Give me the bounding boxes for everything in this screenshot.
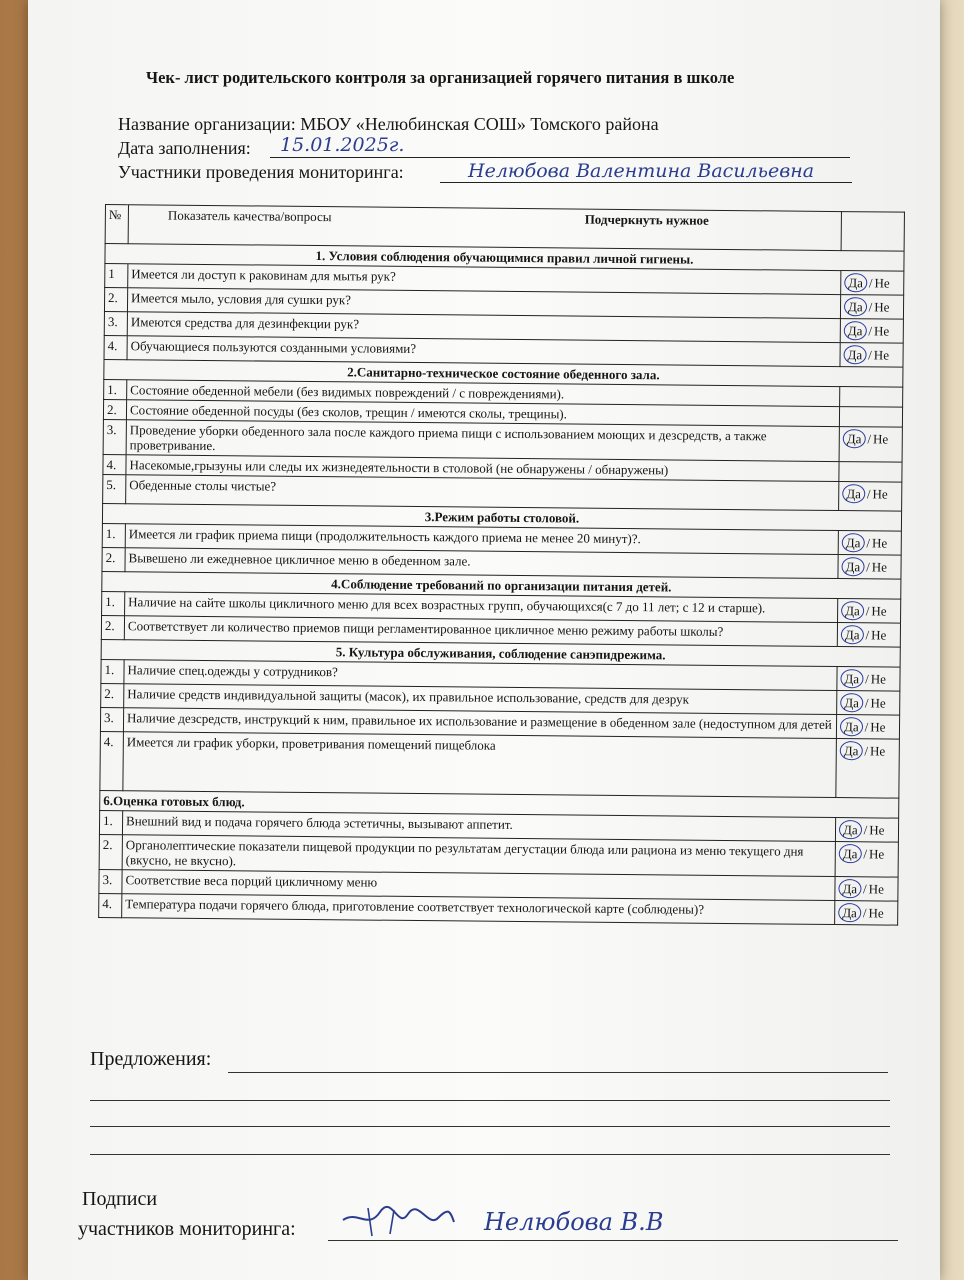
item-number: 3. <box>99 869 122 893</box>
item-number: 3. <box>104 311 127 335</box>
answer-separator: / <box>863 846 868 862</box>
item-number: 2. <box>101 683 124 707</box>
item-question: Наличие дезсредств, инструкций к ним, правильное их использование и размещение в обеденном зале (недоступном для детей <box>123 708 836 739</box>
item-question: Обучающиеся пользуются созданными условиями? <box>127 336 840 367</box>
item-number: 1. <box>102 591 125 615</box>
answer-no: Не <box>873 347 890 363</box>
proposals-line-3 <box>90 1126 890 1127</box>
answer-separator: / <box>865 627 870 643</box>
participants-label: Участники проведения мониторинга: <box>118 162 404 182</box>
checklist-paper <box>28 0 940 1280</box>
item-number: 4. <box>100 731 124 790</box>
item-answer <box>839 462 902 483</box>
date-label: Дата заполнения: <box>118 138 251 158</box>
answer-yes-circled: Да <box>840 669 863 688</box>
answer-yes-circled: Да <box>842 533 865 552</box>
answer-yes-circled: Да <box>841 625 864 644</box>
answer-separator: / <box>865 603 870 619</box>
item-number: 5. <box>103 474 126 503</box>
item-question: Соответствие веса порций цикличному меню <box>122 870 835 901</box>
section-title: 1. Условия соблюдения обучающимися правил личной гигиены. <box>105 244 904 272</box>
proposals-label: Предложения: <box>90 1048 212 1070</box>
answer-yes-circled: Да <box>839 844 862 863</box>
item-number: 3. <box>103 419 126 454</box>
answer-separator: / <box>868 299 873 315</box>
answer-no: Не <box>874 275 890 291</box>
organization-value: МБОУ «Нелюбинская СОШ» Томского района <box>300 114 659 134</box>
item-number: 4. <box>104 335 127 359</box>
item-question: Обеденные столы чистые? <box>126 475 839 511</box>
item-answer <box>837 623 900 648</box>
item-question: Имеется ли график приема пищи (продолжительность каждого приема не менее 20 минут)?. <box>125 524 838 555</box>
item-answer <box>839 482 902 512</box>
item-answer <box>840 295 903 320</box>
item-number: 2. <box>103 399 126 419</box>
answer-no: Не <box>869 743 886 759</box>
answer-separator: / <box>868 275 873 291</box>
participants-underline <box>440 182 852 183</box>
item-number: 1. <box>101 659 124 683</box>
answer-no: Не <box>868 881 884 897</box>
item-answer <box>836 715 899 740</box>
answer-yes-circled: Да <box>838 879 861 898</box>
answer-no: Не <box>871 603 887 619</box>
item-question: Проведение уборки обеденного зала после каждого приема пищи с использованием моющих и дезсредств, а также проветривание. <box>126 420 839 462</box>
proposals-line-4 <box>90 1154 890 1155</box>
answer-no: Не <box>870 719 886 735</box>
answer-separator: / <box>866 535 871 551</box>
answer-separator: / <box>863 881 867 897</box>
organization-label: Название организации: <box>118 114 296 134</box>
item-answer <box>840 343 903 368</box>
item-number: 1 <box>105 264 128 288</box>
answer-yes-circled: Да <box>839 820 862 839</box>
answer-yes-circled: Да <box>844 273 867 292</box>
header-num: № <box>105 205 128 244</box>
answer-separator: / <box>866 486 871 502</box>
answer-yes-circled: Да <box>842 484 865 503</box>
answer-no: Не <box>872 431 889 447</box>
date-underline <box>270 157 850 158</box>
item-question: Наличие на сайте школы цикличного меню для всех возрастных групп, обучающихся(с 7 до 11 лет; с 12 и старше). <box>125 592 838 623</box>
item-number: 2. <box>104 288 127 312</box>
signature-scribble-icon <box>338 1200 458 1244</box>
answer-separator: / <box>864 719 869 735</box>
item-number: 4. <box>103 454 126 474</box>
proposals-line-2 <box>90 1100 890 1101</box>
answer-no: Не <box>870 695 886 711</box>
item-question: Вывешено ли ежедневное цикличное меню в обеденном зале. <box>125 548 838 579</box>
answer-yes-circled: Да <box>844 297 867 316</box>
item-number: 2. <box>99 834 122 869</box>
item-question: Наличие средств индивидуальной защиты (масок), их правильное использование, средств для дезрук <box>124 684 837 715</box>
item-answer <box>837 667 900 692</box>
item-question: Соответствует ли количество приемов пищи регламентированное цикличное меню режиму работы школы? <box>124 616 837 647</box>
answer-no: Не <box>871 627 887 643</box>
answer-separator: / <box>862 905 867 921</box>
item-question: Температура подачи горячего блюда, приготовление соответствует технологической карте (соблюдены)? <box>122 894 835 925</box>
item-answer <box>835 877 898 902</box>
organization-row <box>118 114 659 135</box>
section-title: 3.Режим работы столовой. <box>102 503 901 531</box>
answer-yes-circled: Да <box>840 741 863 760</box>
item-answer <box>838 531 901 556</box>
item-question: Имеются средства для дезинфекции рук? <box>127 312 840 343</box>
item-answer <box>838 599 901 624</box>
item-answer <box>835 842 898 878</box>
item-number: 1. <box>99 810 122 834</box>
answer-separator: / <box>864 743 869 759</box>
signatures-label-line2: участников мониторинга: <box>78 1218 296 1240</box>
proposals-line-1 <box>228 1072 888 1073</box>
section-title: 2.Санитарно-техническое состояние обеденного зала. <box>104 359 903 387</box>
item-number: 2. <box>102 547 125 571</box>
section-title: 5. Культура обслуживания, соблюдение санэпидрежима. <box>101 639 900 667</box>
item-answer <box>839 407 902 428</box>
item-answer <box>837 691 900 716</box>
item-question: Имеется мыло, условия для сушки рук? <box>127 288 840 319</box>
section-title: 6.Оценка готовых блюд. <box>100 790 899 818</box>
item-question: Органолептические показатели пищевой продукции по результатам дегустации блюда или рациона из меню текущего дня (вкусно, не вкусно). <box>122 835 835 877</box>
answer-yes-circled: Да <box>838 903 861 922</box>
item-number: 1. <box>102 523 125 547</box>
answer-no: Не <box>871 535 888 551</box>
item-question: Состояние обеденной мебели (без видимых повреждений / с повреждениями). <box>127 380 840 407</box>
header-note: Подчеркнуть нужное <box>584 211 709 228</box>
answer-yes-circled: Да <box>841 601 864 620</box>
answer-no: Не <box>868 905 884 921</box>
item-question: Наличие спец.одежды у сотрудников? <box>124 660 837 691</box>
answer-no: Не <box>874 299 890 315</box>
answer-separator: / <box>868 347 872 363</box>
header-question: Показатель качества/вопросы <box>167 207 332 225</box>
item-question: Имеется ли доступ к раковинам для мытья рук? <box>128 264 841 295</box>
item-question: Внешний вид и подача горячего блюда эстетичны, вызывают аппетит. <box>122 811 835 842</box>
item-number: 4. <box>99 893 122 917</box>
item-question: Насекомые,грызуны или следы их жизнедеятельности в столовой (не обнаружены / обнаружены) <box>126 455 839 482</box>
answer-separator: / <box>865 671 869 687</box>
answer-no: Не <box>869 822 885 838</box>
answer-no: Не <box>868 846 885 862</box>
answer-separator: / <box>868 323 873 339</box>
answer-no: Не <box>870 671 886 687</box>
item-number: 1. <box>104 379 127 399</box>
answer-no: Не <box>871 559 888 575</box>
table-row <box>100 731 900 798</box>
answer-separator: / <box>867 431 872 447</box>
item-answer <box>838 555 901 580</box>
answer-no: Не <box>872 486 888 502</box>
item-number: 3. <box>100 707 123 731</box>
item-question: Состояние обеденной посуды (без сколов, трещин / имеются сколы, трещины). <box>126 400 839 427</box>
answer-separator: / <box>863 822 868 838</box>
answer-separator: / <box>866 559 870 575</box>
answer-no: Не <box>874 323 890 339</box>
item-answer <box>840 387 903 408</box>
item-answer <box>835 901 898 926</box>
item-answer <box>840 319 903 344</box>
checklist-table <box>98 204 905 926</box>
item-answer <box>835 818 898 843</box>
date-handwritten: 15.01.2025г. <box>280 134 405 156</box>
header-answer <box>841 212 904 252</box>
answer-yes-circled: Да <box>843 429 866 448</box>
answer-yes-circled: Да <box>843 345 866 364</box>
section-title: 4.Соблюдение требований по организации питания детей. <box>102 571 901 599</box>
item-question: Имеется ли график уборки, проветривания помещений пищеблока <box>123 732 837 798</box>
answer-yes-circled: Да <box>841 557 864 576</box>
answer-yes-circled: Да <box>840 693 863 712</box>
signature-handwritten-name: Нелюбова В.В <box>484 1208 664 1236</box>
answer-yes-circled: Да <box>840 717 863 736</box>
answer-separator: / <box>864 695 869 711</box>
signatures-label-line1: Подписи <box>82 1188 158 1210</box>
item-answer <box>839 427 902 463</box>
header-question-cell <box>128 205 841 251</box>
item-answer <box>841 271 904 296</box>
item-number: 2. <box>101 615 124 639</box>
participants-handwritten: Нелюбова Валентина Васильевна <box>468 160 815 182</box>
item-answer <box>836 739 900 799</box>
document-title: Чек- лист родительского контроля за организацией горячего питания в школе <box>146 68 735 87</box>
answer-yes-circled: Да <box>844 321 867 340</box>
